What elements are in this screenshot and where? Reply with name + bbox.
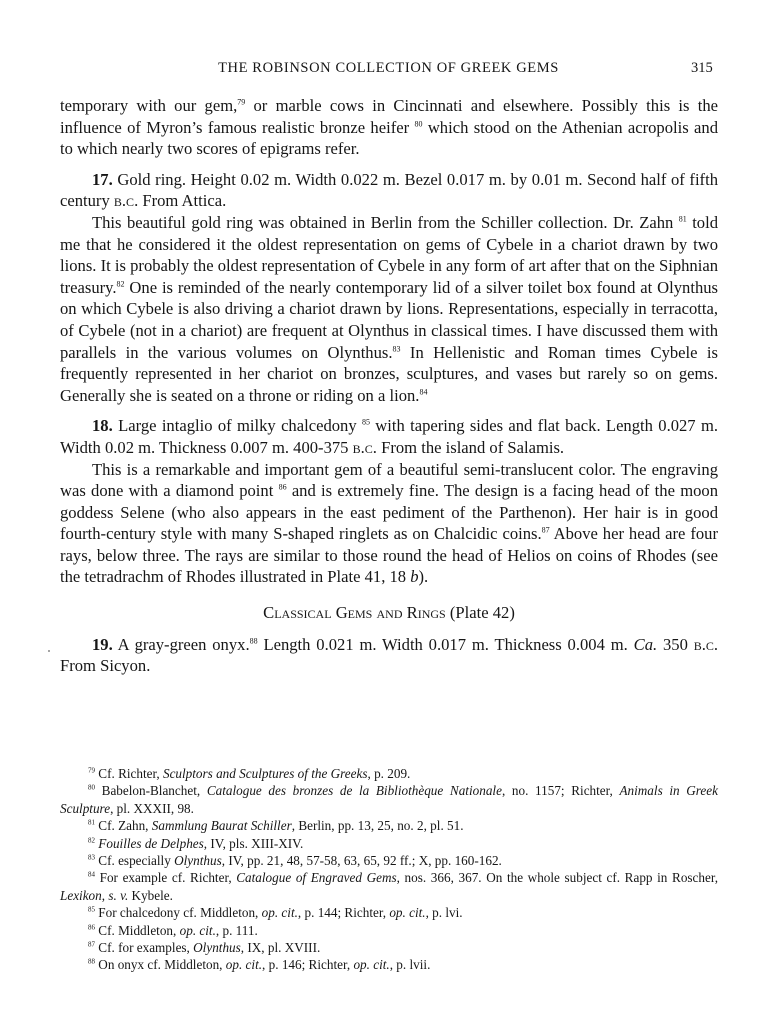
footnote-86: $^{86}$ Cf. Middleton, op. cit., p. 111.: [88, 922, 258, 938]
paragraph-cybele: This beautiful gold ring was obtained in Berlin from the Schiller collection. Dr. Zahn $^{81}$ told me that he considered it the oldest representation on gems of Cybele in a chariot drawn by two lions. It is probably the oldest representation of Cybele in any form of art after that on the Siphnian treasury.$^{82}$ One is reminded of the nearly contemporary lid of a silver toilet box found at Olynthus on which Cybele is also driving a chariot drawn by lions. Representations, especially in terracotta, of Cybele (not in a chariot) are frequent at Olynthus in classical times. I have discussed them with parallels in the various volumes on Olynthus.$^{83}$ In Hellenistic and Roman times Cybele is frequently represented in her chariot on bronzes, sculptures, and vases but rarely so on gems. Generally she is seated on a throne or riding on a lion.$^{84}$: [60, 212, 719, 405]
footnote-85: $^{85}$ For chalcedony cf. Middleton, op. cit., p. 144; Richter, op. cit., p. lvi.: [88, 905, 463, 921]
footnote-ref[interactable]: 85: [361, 417, 370, 427]
footnote-82: $^{82}$ Fouilles de Delphes, IV, pls. XIII-XIV.: [88, 835, 304, 851]
entry-number: 19.: [92, 634, 113, 654]
footnote-ref[interactable]: 84: [419, 387, 428, 397]
page-number: 315: [691, 60, 713, 76]
footnote-ref[interactable]: 82: [116, 279, 125, 289]
footnotes: [60, 765, 718, 974]
footnote-ref[interactable]: 81: [678, 214, 687, 224]
catalogue-entry-18: 18. Large intaglio of milky chalcedony $^{85}$ with tapering sides and flat back. Length 0.027 m. Width 0.02 m. Thickness 0.007 m. 400-375 b.c. From the island of Salamis.: [60, 416, 719, 457]
footnote-ref[interactable]: 83: [392, 344, 401, 353]
paragraph-selene: This is a remarkable and important gem of a beautiful semi-translucent color. The engraving was done with a diamond point $^{86}$ and is extremely fine. The design is a facing head of the moon goddess Selene (who also appears in the east pediment of the Parthenon). Her hair is in good fourth-century style with many S-shaped ringlets as on Chalcidic coins.$^{87}$ Above her head are four rays, below three. The rays are similar to those round the head of Helios on coins of Rhodes (see the tetradrachm of Rhodes illustrated in Plate 41, 18 b).: [60, 459, 718, 587]
catalogue-entry-19: 19. A gray-green onyx.$^{88}$ Length 0.021 m. Width 0.017 m. Thickness 0.004 m. Ca. 350 b.c. From Sicyon.: [60, 634, 719, 676]
running-header-title: THE ROBINSON COLLECTION OF GREEK GEMS: [218, 60, 559, 76]
entry-number: 18.: [92, 416, 113, 436]
footnote-84: $^{84}$ For example cf. Richter, Catalogue of Engraved Gems, nos. 366, 367. On the whole subject cf. Rapp in Roscher, Lexikon, s. v. Kybele.: [60, 870, 719, 903]
entry-number: 17.: [92, 169, 113, 189]
main-text: [60, 95, 718, 677]
catalogue-entry-17: 17. Gold ring. Height 0.02 m. Width 0.022 m. Bezel 0.017 m. by 0.01 m. Second half of fifth century b.c. From Attica.: [60, 169, 718, 211]
footnote-ref[interactable]: 79: [237, 97, 246, 107]
margin-speck: [48, 650, 50, 652]
footnote-87: $^{87}$ Cf. for examples, Olynthus, IX, pl. XVIII.: [88, 940, 321, 956]
footnote-80: $^{80}$ Babelon-Blanchet, Catalogue des bronzes de la Bibliothèque Nationale, no. 1157; Richter, Animals in Greek Sculpture, pl. XXXII, 98.: [60, 783, 718, 816]
footnote-81: $^{81}$ Cf. Zahn, Sammlung Baurat Schiller, Berlin, pp. 13, 25, no. 2, pl. 51.: [88, 818, 464, 834]
section-heading: Classical Gems and Rings (Plate 42): [263, 603, 515, 623]
footnote-ref[interactable]: 88: [249, 636, 258, 646]
footnote-ref[interactable]: 86: [278, 482, 287, 492]
footnote-79: $^{79}$ Cf. Richter, Sculptors and Sculptures of the Greeks, p. 209.: [88, 766, 411, 781]
footnote-ref[interactable]: 87: [541, 525, 550, 535]
paragraph-continuation: temporary with our gem,$^{79}$ or marble cows in Cincinnati and elsewhere. Possibly this is the influence of Myron’s famous realistic bronze heifer $^{80}$ which stood on the Athenian acropolis and to which nearly two scores of epigrams refer.: [60, 96, 718, 159]
footnote-ref[interactable]: 80: [414, 119, 423, 129]
footnote-88: $^{88}$ On onyx cf. Middleton, op. cit., p. 146; Richter, op. cit., p. lvii.: [88, 957, 431, 973]
footnote-83: $^{83}$ Cf. especially Olynthus, IV, pp. 21, 48, 57-58, 63, 65, 92 ff.; X, pp. 160-162.: [88, 853, 502, 869]
